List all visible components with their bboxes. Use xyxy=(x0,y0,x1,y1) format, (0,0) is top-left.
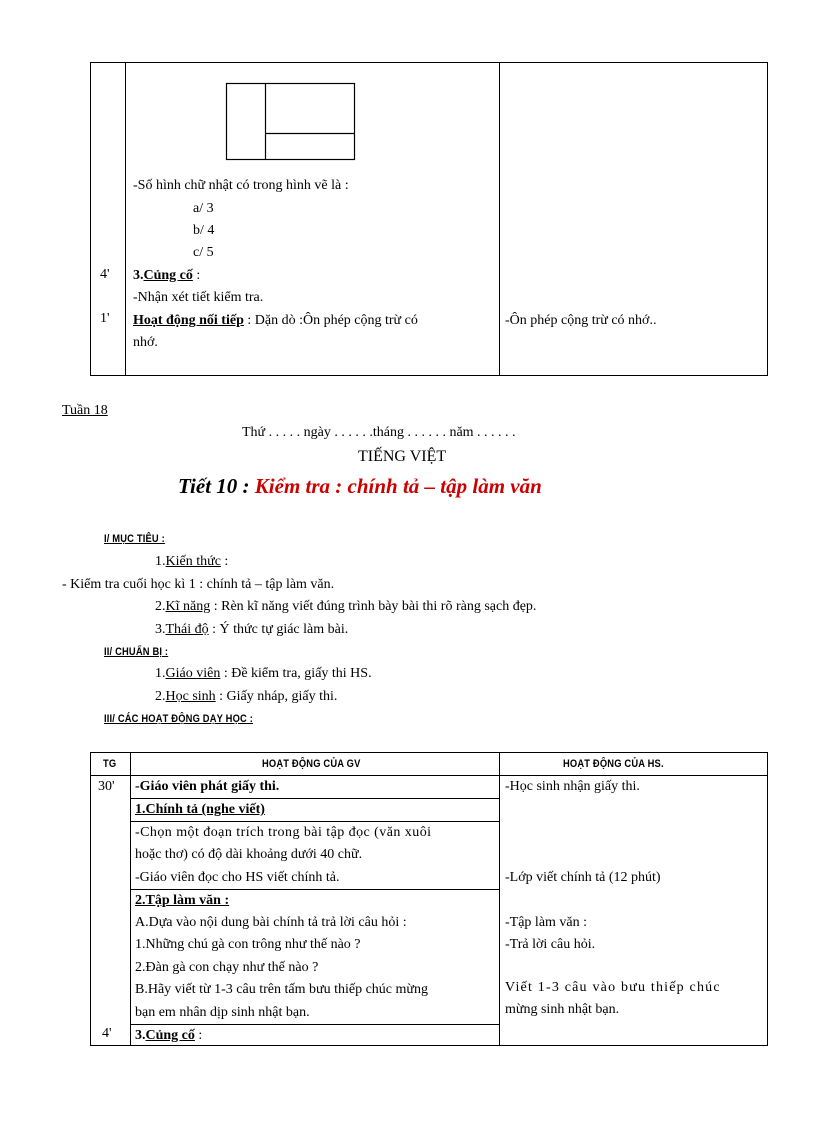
obj-skill-num: 2. xyxy=(155,599,166,614)
question-text: -Số hình chữ nhật có trong hình vẽ là : xyxy=(133,178,349,193)
time-1: 1' xyxy=(100,311,110,326)
date-line: Thứ . . . . . ngày . . . . . .tháng . . . . . . năm . . . . . . xyxy=(242,425,516,440)
gv-row-7: A.Dựa vào nội dung bài chính tả trả lời câu hỏi : xyxy=(135,915,407,930)
obj-skill-text: : Rèn kĩ năng viết đúng trình bày bài thi rõ ràng sạch đẹp. xyxy=(210,599,537,614)
consolidation-colon: : xyxy=(192,268,201,283)
prep-student xyxy=(155,686,337,708)
section-preparation-text: II/ CHUẨN BỊ : xyxy=(104,646,169,658)
prep-student-label: Học sinh xyxy=(165,689,216,704)
hs-row-1: -Học sinh nhận giấy thi. xyxy=(505,779,640,794)
lesson-name: Kiểm tra : chính tả – tập làm văn xyxy=(254,474,542,498)
prep-teacher-num: 1. xyxy=(155,666,166,681)
follow-up-label: Hoạt động nối tiếp xyxy=(133,313,244,328)
follow-up-text: : Dặn dò :Ôn phép cộng trừ có xyxy=(243,313,418,328)
consolidation-num: 3. xyxy=(133,268,144,283)
obj-skill xyxy=(155,596,536,618)
col-header-hs: HOẠT ĐỘNG CỦA HS. xyxy=(563,758,664,770)
gv-dictation-label: 1.Chính tả (nghe viết) xyxy=(135,802,265,817)
tg-4: 4' xyxy=(102,1026,112,1041)
follow-up-text-2: nhớ. xyxy=(133,335,158,350)
prep-teacher-label: Giáo viên xyxy=(165,666,221,681)
review-text: -Nhận xét tiết kiểm tra. xyxy=(133,290,264,305)
obj-knowledge-text: - Kiểm tra cuối học kì 1 : chính tả – tập làm văn. xyxy=(62,577,335,592)
option-b: b/ 4 xyxy=(193,223,215,238)
gv-row-8: 1.Những chú gà con trông như thế nào ? xyxy=(135,937,361,952)
gv-composition-label: 2.Tập làm văn : xyxy=(135,893,230,908)
option-a: a/ 3 xyxy=(193,201,214,216)
week-label: Tuần 18 xyxy=(62,403,108,418)
gv-consolidation-label: Củng cố xyxy=(145,1028,195,1043)
obj-attitude xyxy=(155,619,348,641)
gv-row-11: bạn em nhân dịp sinh nhật bạn. xyxy=(135,1005,310,1020)
lesson-title xyxy=(178,475,542,497)
right-col-text: -Ôn phép cộng trừ có nhớ.. xyxy=(505,313,657,328)
section-activities xyxy=(104,708,253,730)
gv-consolidation-num: 3. xyxy=(135,1028,146,1043)
subject-title: TIẾNG VIỆT xyxy=(358,448,447,465)
rectangle-figure xyxy=(225,82,357,162)
hs-row-5: Viết 1-3 câu vào bưu thiếp chúc xyxy=(505,980,721,995)
obj-knowledge-colon: : xyxy=(220,554,229,569)
col-header-tg: TG xyxy=(103,758,117,770)
prep-student-num: 2. xyxy=(155,689,166,704)
gv-row-5: -Giáo viên đọc cho HS viết chính tả. xyxy=(135,870,340,885)
tg-30: 30' xyxy=(98,779,115,794)
section-objectives xyxy=(104,528,165,550)
lesson-prefix: Tiết 10 : xyxy=(178,474,255,498)
prep-teacher-text: : Đề kiểm tra, giấy thi HS. xyxy=(220,666,372,681)
obj-attitude-text: : Ý thức tự giác làm bài. xyxy=(208,622,349,637)
hs-row-2: -Lớp viết chính tả (12 phút) xyxy=(505,870,661,885)
gv-row-10: B.Hãy viết từ 1-3 câu trên tấm bưu thiếp chúc mừng xyxy=(135,982,428,997)
gv-row-3: -Chọn một đoạn trích trong bài tập đọc (văn xuôi xyxy=(135,825,432,840)
gv-row-9: 2.Đàn gà con chạy như thế nào ? xyxy=(135,960,319,975)
consolidation-heading xyxy=(133,265,200,287)
consolidation-label: Củng cố xyxy=(143,268,193,283)
hs-row-4: -Trả lời câu hỏi. xyxy=(505,937,596,952)
section-preparation xyxy=(104,641,168,663)
obj-skill-label: Kĩ năng xyxy=(165,599,211,614)
time-4: 4' xyxy=(100,267,110,282)
obj-attitude-num: 3. xyxy=(155,622,166,637)
obj-attitude-label: Thái độ xyxy=(165,622,209,637)
prep-teacher xyxy=(155,663,372,685)
section-objectives-text: I/ MỤC TIÊU : xyxy=(104,533,165,545)
follow-up-line xyxy=(133,310,418,332)
option-c: c/ 5 xyxy=(193,245,214,260)
hs-row-6: mừng sinh nhật bạn. xyxy=(505,1002,620,1017)
hs-row-3: -Tập làm văn : xyxy=(505,915,588,930)
prep-student-text: : Giấy nháp, giấy thi. xyxy=(215,689,338,704)
gv-consolidation xyxy=(135,1025,202,1047)
gv-consolidation-colon: : xyxy=(194,1028,203,1043)
gv-row-4: hoặc thơ) có độ dài khoảng dưới 40 chữ. xyxy=(135,847,363,862)
obj-knowledge-label: Kiến thức xyxy=(165,554,221,569)
col-header-gv: HOẠT ĐỘNG CỦA GV xyxy=(262,758,361,770)
obj-knowledge-num: 1. xyxy=(155,554,166,569)
gv-row-1: -Giáo viên phát giấy thi. xyxy=(135,779,280,794)
section-activities-text: III/ CÁC HOẠT ĐỘNG DẠY HỌC : xyxy=(104,713,254,725)
obj-knowledge xyxy=(155,551,228,573)
